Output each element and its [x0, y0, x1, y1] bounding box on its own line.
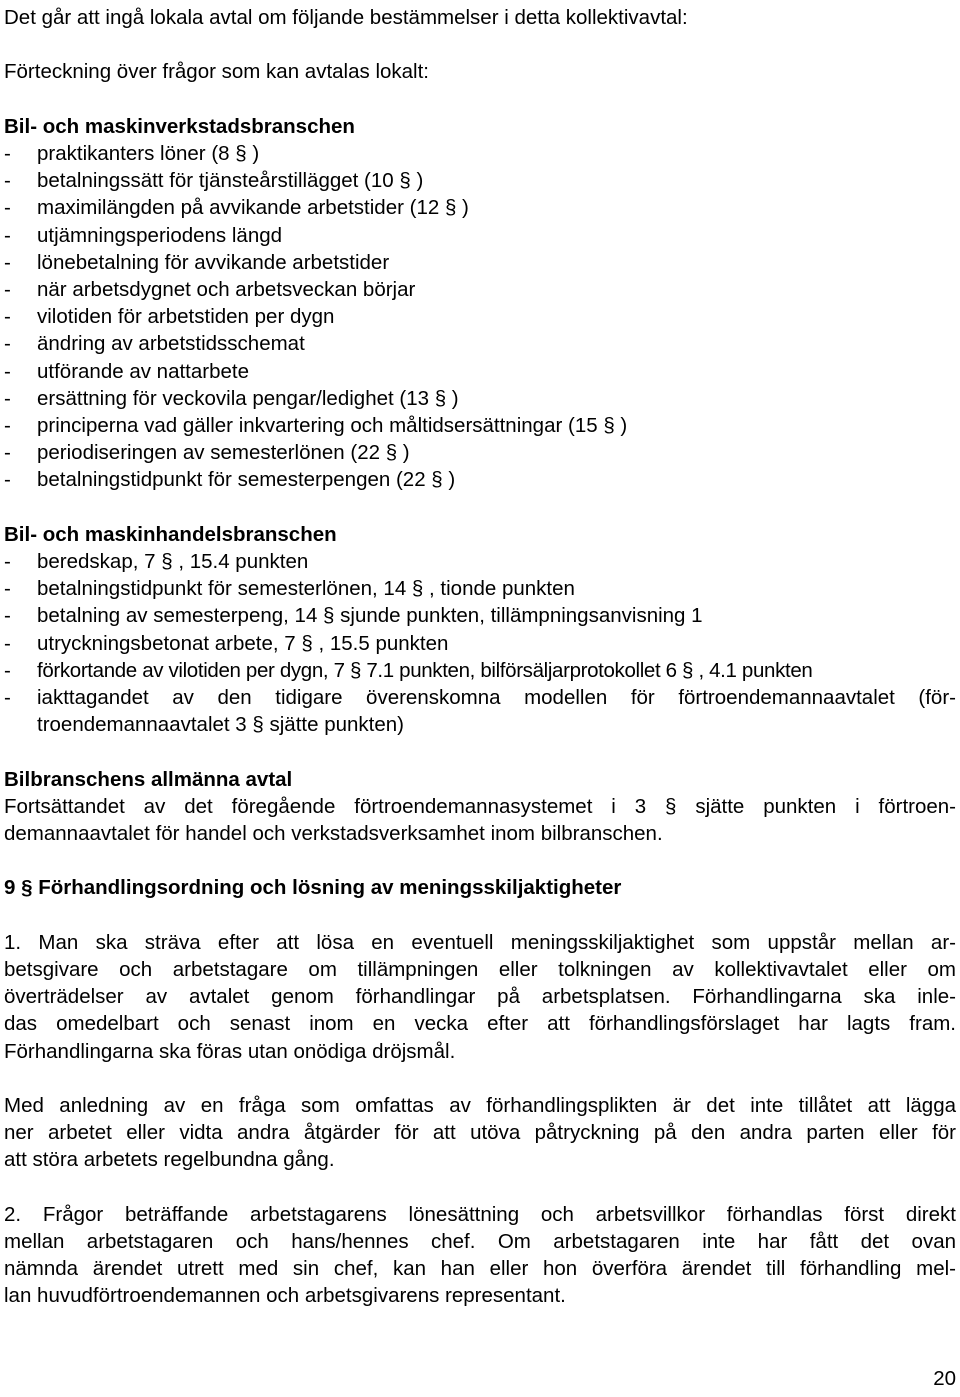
paragraph-line: Fortsättandet av det föregående förtroendemannasystemet i 3 § sjätte punkten i förtroen- — [4, 794, 956, 818]
list-item: - vilotiden för arbetstiden per dygn — [4, 303, 956, 330]
list-item: - ersättning för veckovila pengar/ledighet (13 § ) — [4, 385, 956, 412]
list-item: - utryckningsbetonat arbete, 7 § , 15.5 punkten — [4, 630, 956, 657]
section-heading-9: 9 § Förhandlingsordning och lösning av meningsskiljaktigheter — [4, 876, 622, 900]
list-item: - periodiseringen av semesterlönen (22 § ) — [4, 439, 956, 466]
paragraph-line: nämnda ärendet utrett med sin chef, kan han eller hon överföra ärendet till förhandling mel- — [4, 1257, 956, 1281]
list-item-line: - iakttagandet av den tidigare överenskomna modellen för förtroendemannaavtalet (för- — [37, 686, 956, 710]
paragraph-1 — [4, 929, 956, 1065]
paragraph-line: lan huvudförtroendemannen och arbetsgivarens representant. — [4, 1284, 566, 1308]
section-heading-allmanna: Bilbranschens allmänna avtal — [4, 767, 293, 791]
list-item: - praktikanters löner (8 § ) — [4, 140, 956, 167]
list-item: - lönebetalning för avvikande arbetstider — [4, 249, 956, 276]
paragraph-3 — [4, 1201, 956, 1310]
list-item-line: troendemannaavtalet 3 § sjätte punkten) — [37, 713, 404, 737]
paragraph-line: ner arbetet eller vidta andra åtgärder för att utöva påtryckning på den andra parten eller för — [4, 1121, 956, 1145]
list-item: - när arbetsdygnet och arbetsveckan börjar — [4, 276, 956, 303]
intro-text: Det går att ingå lokala avtal om följande bestämmelser i detta kollektivavtal: — [4, 6, 688, 29]
list-item: - ändring av arbetstidsschemat — [4, 330, 956, 357]
list-item: - utjämningsperiodens längd — [4, 222, 956, 249]
list-item: - betalning av semesterpeng, 14 § sjunde punkten, tillämpningsanvisning 1 — [4, 602, 956, 629]
paragraph-line: Med anledning av en fråga som omfattas av förhandlingsplikten är det inte tillåtet att lägga — [4, 1094, 956, 1118]
list-title: Förteckning över frågor som kan avtalas lokalt: — [4, 60, 429, 84]
paragraph-line: 1. Man ska sträva efter att lösa en eventuell meningsskiljaktighet som uppstår mellan ar- — [4, 930, 956, 954]
paragraph-line: Förhandlingarna ska föras utan onödiga dröjsmål. — [4, 1039, 456, 1063]
list-item: - principerna vad gäller inkvartering och måltidsersättningar (15 § ) — [4, 412, 956, 439]
list-item: - beredskap, 7 § , 15.4 punkten — [4, 548, 956, 575]
paragraph-line: att störa arbetets regelbundna gång. — [4, 1148, 335, 1172]
paragraph-line: överträdelser av avtalet genom förhandlingar på arbetsplatsen. Förhandlingarna ska inle- — [4, 985, 956, 1009]
section-heading-verkstad: Bil- och maskinverkstadsbranschen — [4, 114, 355, 138]
list-item: - utförande av nattarbete — [4, 358, 956, 385]
section-heading-handel: Bil- och maskinhandelsbranschen — [4, 522, 337, 546]
paragraph-line: betsgivare och arbetstagare om tillämpningen eller tolkningen av kollektivavtalet eller om — [4, 958, 956, 982]
list-item: - betalningstidpunkt för semesterlönen, 14 § , tionde punkten — [4, 575, 956, 602]
paragraph-line: demannaavtalet för handel och verkstadsverksamhet inom bilbranschen. — [4, 822, 663, 846]
list-item: - maximilängden på avvikande arbetstider (12 § ) — [4, 194, 956, 221]
list-item — [4, 684, 956, 738]
list-item: - betalningstidpunkt för semesterpengen (22 § ) — [4, 466, 956, 493]
paragraph-2 — [4, 1092, 956, 1174]
paragraph-line: 2. Frågor beträffande arbetstagarens lönesättning och arbetsvillkor förhandlas först direkt — [4, 1202, 956, 1226]
verkstad-list — [4, 140, 956, 494]
list-item: - förkortande av vilotiden per dygn, 7 § 7.1 punkten, bilförsäljarprotokollet 6 § , 4.1 punkten — [4, 657, 956, 684]
page-number: 20 — [933, 1367, 956, 1390]
handel-list — [4, 548, 956, 738]
document-page — [4, 0, 956, 1310]
paragraph-line: das omedelbart och senast inom en vecka efter att förhandlingsförslaget har lagts fram. — [4, 1012, 956, 1036]
paragraph-line: mellan arbetstagaren och hans/hennes chef. Om arbetstagaren inte har fått det ovan — [4, 1230, 956, 1254]
list-item: - betalningssätt för tjänsteårstillägget (10 § ) — [4, 167, 956, 194]
